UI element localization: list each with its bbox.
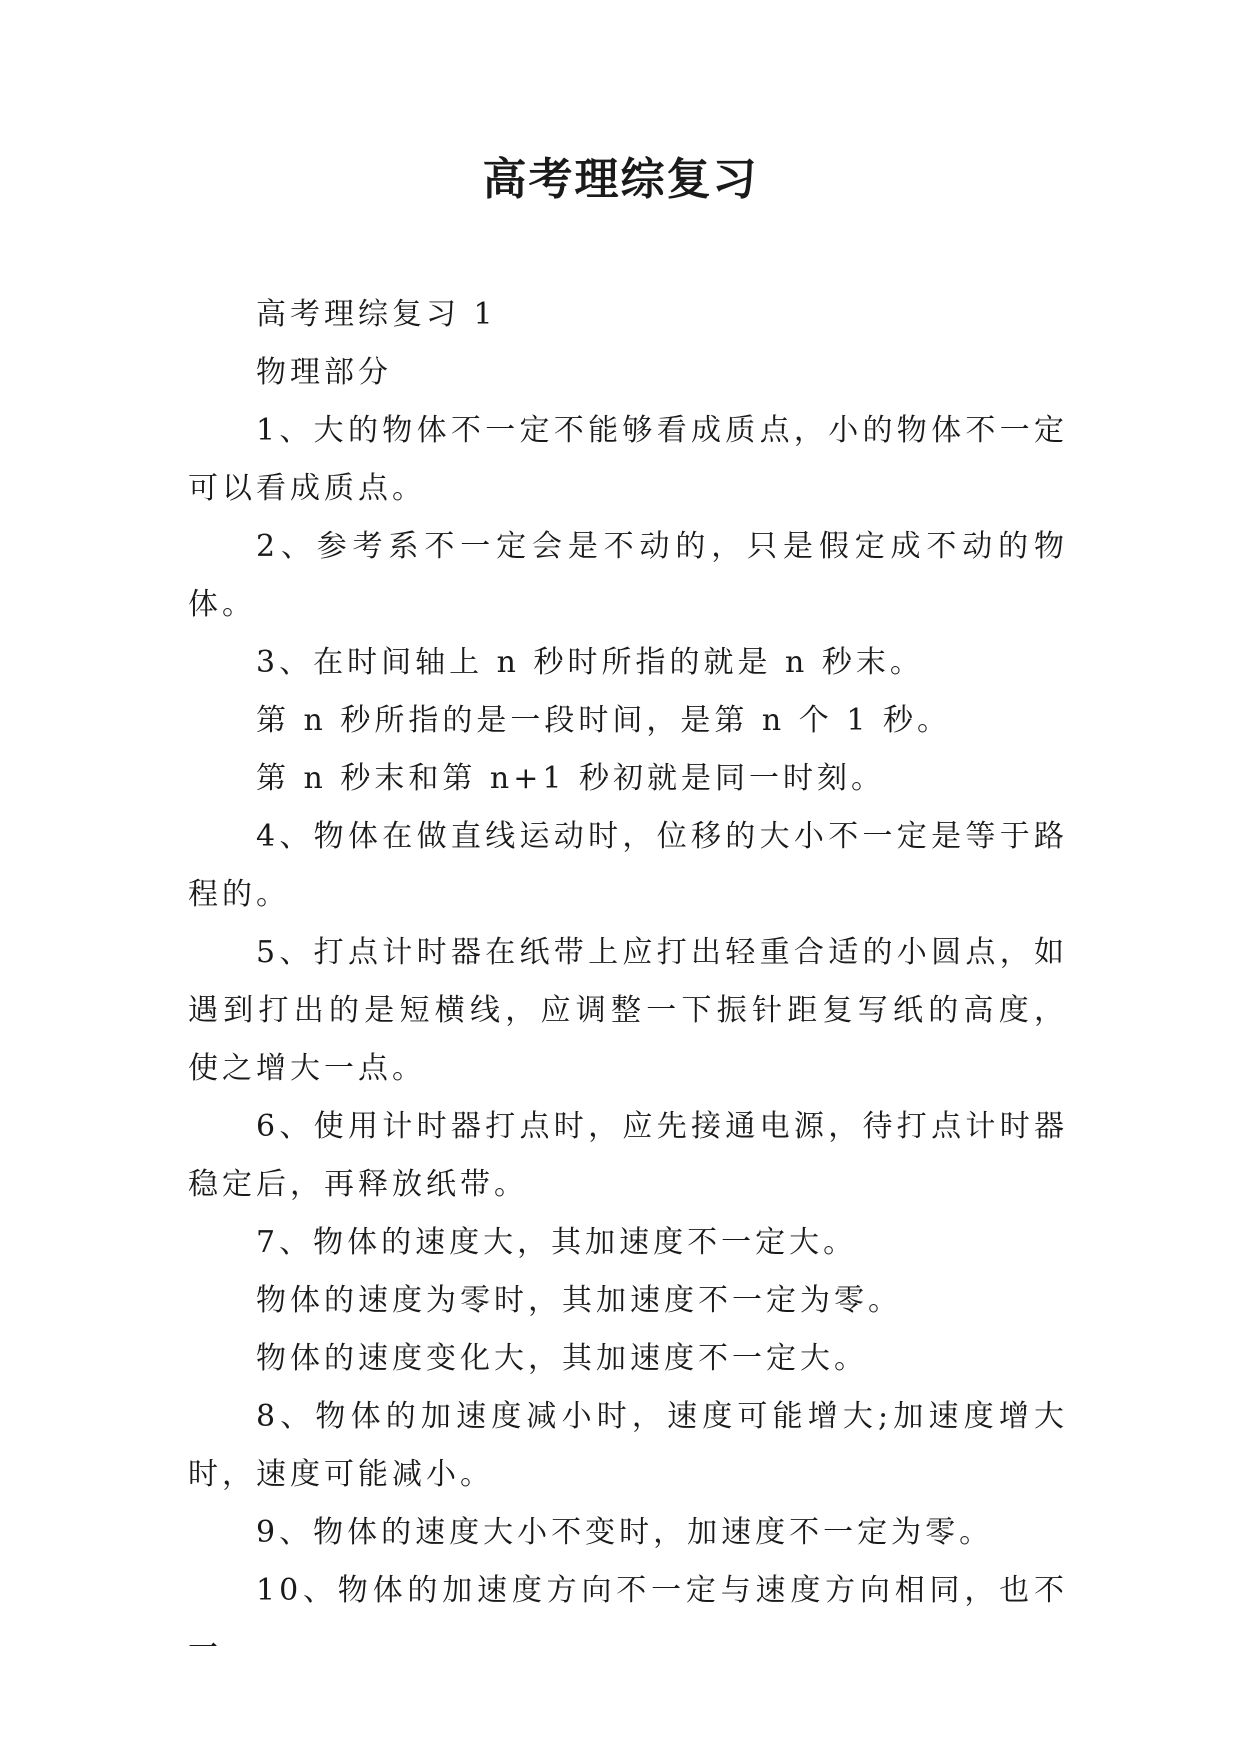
- document-body: [188, 286, 1068, 1678]
- paragraph: 9、物体的速度大小不变时，加速度不一定为零。: [256, 1515, 994, 1550]
- paragraph: 8、物体的加速度减小时，速度可能增大;加速度增大时，速度可能减小。: [188, 1399, 1068, 1492]
- paragraph: 2、参考系不一定会是不动的，只是假定成不动的物体。: [188, 529, 1068, 622]
- paragraph: 4、物体在做直线运动时，位移的大小不一定是等于路程的。: [188, 819, 1068, 912]
- document-title: 高考理综复习: [482, 154, 759, 205]
- paragraph: 1、大的物体不一定不能够看成质点，小的物体不一定可以看成质点。: [188, 413, 1068, 506]
- paragraph: 物体的速度变化大，其加速度不一定大。: [256, 1341, 868, 1376]
- paragraph: 3、在时间轴上 n 秒时所指的就是 n 秒末。: [256, 645, 924, 680]
- paragraph: 6、使用计时器打点时，应先接通电源，待打点计时器稳定后，再释放纸带。: [188, 1109, 1068, 1202]
- paragraph: 5、打点计时器在纸带上应打出轻重合适的小圆点，如遇到打出的是短横线，应调整一下振针距复写纸的高度，使之增大一点。: [188, 935, 1068, 1086]
- paragraph: 10、物体的加速度方向不一定与速度方向相同，也不一: [188, 1573, 1068, 1666]
- paragraph: 第 n 秒末和第 n+1 秒初就是同一时刻。: [256, 761, 886, 796]
- paragraph: 7、物体的速度大，其加速度不一定大。: [256, 1225, 858, 1260]
- paragraph: 物理部分: [256, 355, 392, 390]
- paragraph: 第 n 秒所指的是一段时间，是第 n 个 1 秒。: [256, 703, 951, 738]
- paragraph: 物体的速度为零时，其加速度不一定为零。: [256, 1283, 902, 1318]
- paragraph: 高考理综复习 1: [256, 297, 497, 332]
